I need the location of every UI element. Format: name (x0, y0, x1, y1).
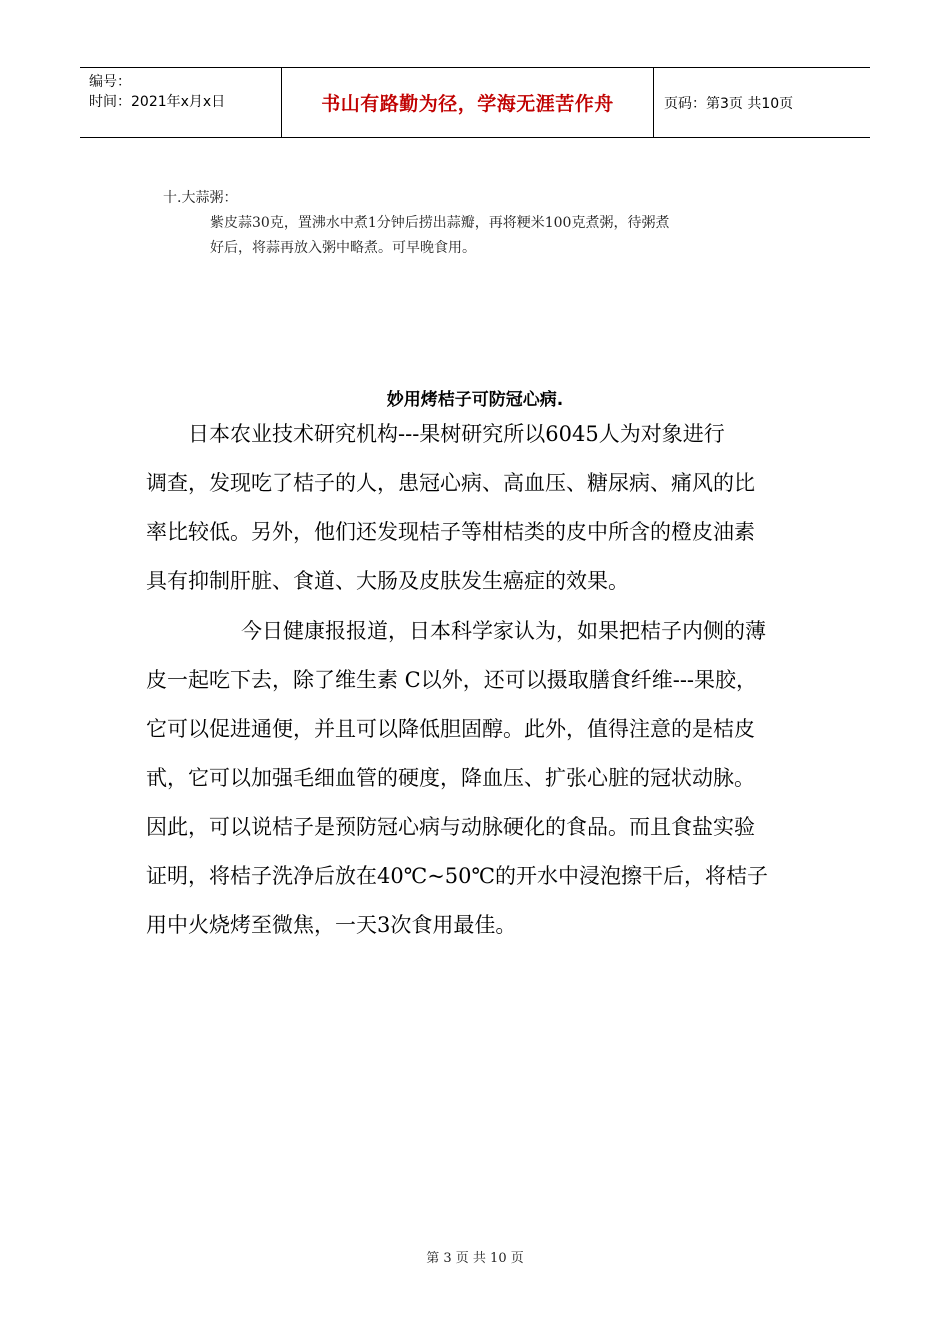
page-footer: 第 3 页 共 10 页 (426, 1251, 524, 1266)
article-paragraph-2 (146, 607, 826, 950)
number-label: 编号： (89, 74, 131, 90)
paragraph-line: 它可以促进通便，并且可以降低胆固醇。此外，值得注意的是桔皮 (146, 717, 755, 741)
recipe-line: 紫皮蒜30克，置沸水中煮1分钟后捞出蒜瓣，再将粳米100克煮粥，待粥煮 (210, 215, 670, 231)
paragraph-line: 率比较低。另外，他们还发现桔子等柑桔类的皮中所含的橙皮油素 (146, 520, 755, 544)
header-table (80, 67, 870, 138)
paragraph-line: 调查，发现吃了桔子的人，患冠心病、高血压、糖尿病、痛风的比 (146, 471, 755, 495)
paragraph-line: 具有抑制肝脏、食道、大肠及皮肤发生癌症的效果。 (146, 569, 629, 593)
paragraph-line: 日本农业技术研究机构---果树研究所以6045人为对象进行 (188, 422, 725, 446)
time-label: 时间：2021年x月x日 (89, 94, 226, 110)
paragraph-line: 今日健康报报道，日本科学家认为，如果把桔子内侧的薄 (241, 619, 766, 643)
recipe-title: 十.大蒜粥： (163, 190, 238, 206)
paragraph-line: 皮一起吃下去，除了维生素 C以外，还可以摄取膳食纤维---果胶， (146, 668, 758, 692)
motto-text: 书山有路勤为径，学海无涯苦作舟 (321, 93, 614, 115)
paragraph-line: 证明，将桔子洗净后放在40℃~50℃的开水中浸泡擦干后，将桔子 (146, 864, 769, 888)
paragraph-line: 甙，它可以加强毛细血管的硬度，降血压、扩张心脏的冠状动脉。 (146, 766, 755, 790)
recipe-line: 好后，将蒜再放入粥中略煮。可早晚食用。 (210, 240, 476, 256)
page-info-cell (654, 68, 870, 137)
paragraph-line: 用中火烧烤至微焦，一天3次食用最佳。 (146, 913, 517, 937)
article-paragraph-1 (146, 410, 826, 606)
recipe-body (210, 211, 790, 261)
article-title: 妙用烤桔子可防冠心病. (386, 390, 564, 410)
page-info-text: 页码：第3页 共10页 (664, 95, 794, 112)
motto-cell (281, 68, 654, 137)
paragraph-line: 因此，可以说桔子是预防冠心病与动脉硬化的食品。而且食盐实验 (146, 815, 755, 839)
header-meta-cell (80, 68, 281, 137)
